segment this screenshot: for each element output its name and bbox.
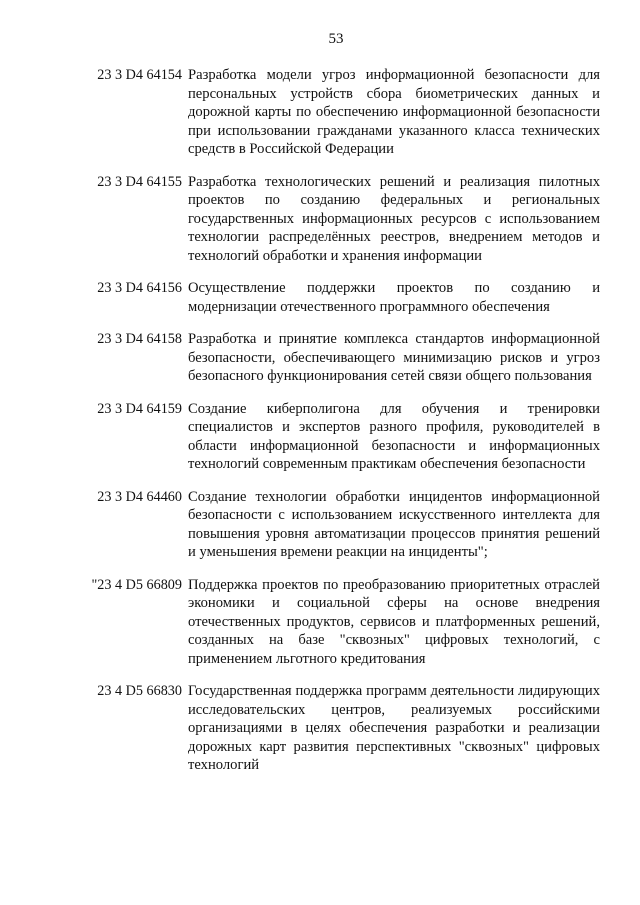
list-item — [80, 576, 600, 669]
budget-code: 23 3 D4 64155 — [97, 173, 182, 190]
entry-description: Создание киберполигона для обучения и тренировки специалистов и экспертов разного профиля, руководителей в области информационной безопасности и информационных технологий современным практикам обеспечения безопасности — [188, 400, 600, 472]
list-item — [80, 330, 600, 386]
entry-description: Осуществление поддержки проектов по созданию и модернизации отечественного программного обеспечения — [188, 280, 600, 315]
budget-code: 23 3 D4 64159 — [97, 400, 182, 417]
list-item — [80, 66, 600, 159]
list-item — [80, 488, 600, 562]
list-item — [80, 400, 600, 474]
entry-description: Поддержка проектов по преобразованию приоритетных отраслей экономики и социальной сферы на основе внедрения отечественных продуктов, сервисов и платформенных решений, созданных на базе "сквозных" цифровых технологий, с применением льготного кредитования — [188, 576, 600, 667]
entry-description: Разработка технологических решений и реализация пилотных проектов по созданию федеральных и региональных государственных информационных ресурсов с использованием технологии распределённых реестров, внедрением методов и технологий обработки и хранения информации — [188, 173, 600, 264]
budget-code: 23 3 D4 64158 — [97, 331, 182, 347]
list-item — [80, 173, 600, 266]
budget-code: "23 4 D5 66809 — [91, 576, 182, 593]
budget-code: 23 3 D4 64460 — [97, 488, 182, 505]
entry-description: Создание технологии обработки инцидентов информационной безопасности с использованием искусственного интеллекта для повышения уровня автоматизации процессов принятия решений и уменьшения времени реакции на инциденты"; — [188, 488, 600, 560]
budget-code: 23 3 D4 64156 — [97, 280, 182, 296]
budget-code: 23 4 D5 66830 — [97, 683, 182, 699]
entry-description: Разработка и принятие комплекса стандартов информационной безопасности, обеспечивающего минимизацию рисков и угроз безопасного функционирования сетей связи общего пользования — [188, 331, 600, 384]
budget-code-list — [80, 66, 600, 789]
page-number: 53 — [328, 31, 344, 47]
entry-description: Разработка модели угроз информационной безопасности для персональных устройств сбора биометрических данных и дорожной карты по обеспечению информационной безопасности при использовании гражданами указанного класса технических средств в Российской Федерации — [188, 67, 600, 157]
list-item — [80, 682, 600, 775]
list-item — [80, 279, 600, 316]
entry-description: Государственная поддержка программ деятельности лидирующих исследовательских центров, реализуемых российскими организациями в целях обеспечения разработки и реализации дорожных карт развития перспективных "сквозных" цифровых технологий — [188, 683, 600, 773]
budget-code: 23 3 D4 64154 — [97, 67, 182, 83]
